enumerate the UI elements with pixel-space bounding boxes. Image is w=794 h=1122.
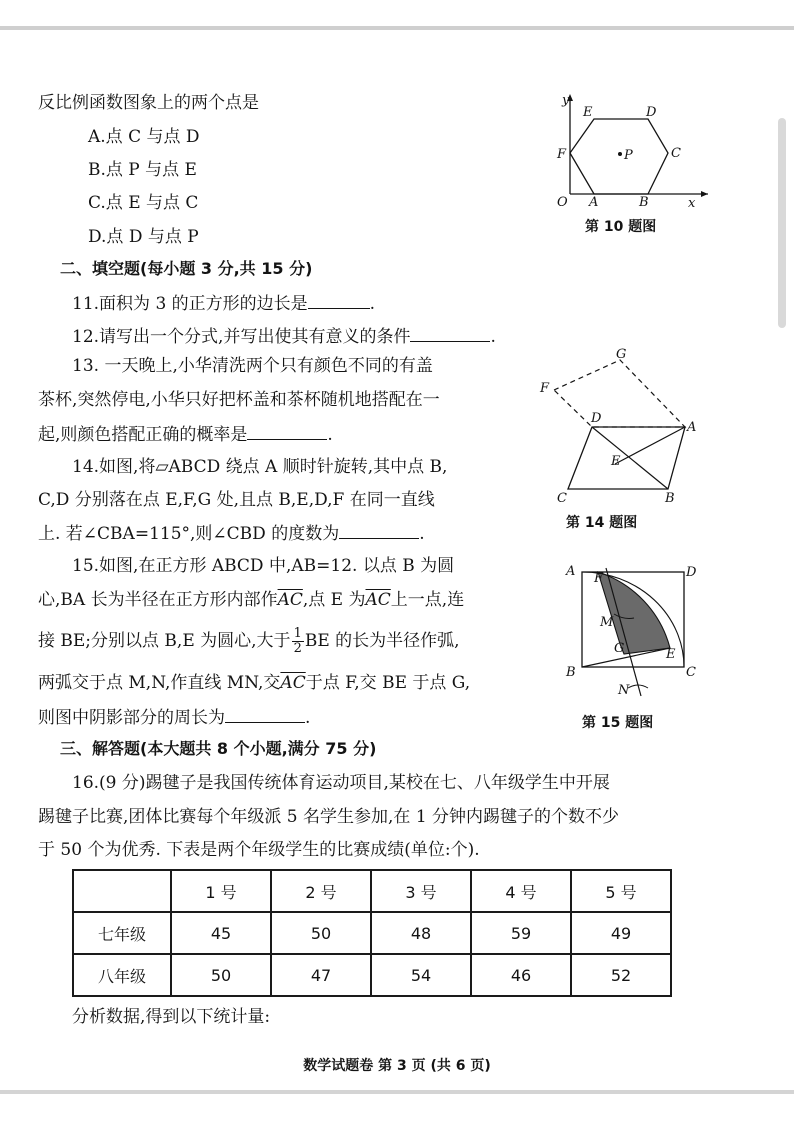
q16-after-table: 分析数据,得到以下统计量:: [72, 1007, 271, 1027]
q13-line3-text: 起,则颜色搭配正确的概率是: [38, 425, 248, 445]
q15-line4: [38, 672, 470, 694]
label-y: y: [562, 93, 570, 108]
scrollbar[interactable]: [778, 118, 786, 328]
q15-arc-ac-2: $\overline{AC}$: [365, 590, 391, 610]
q15-arc-ac-3: $\overline{AC}$: [280, 673, 306, 693]
label-f: F: [594, 571, 604, 586]
table-header-cell: 1 号: [171, 870, 271, 912]
q14-line3: 上. 若∠CBA=115°,则∠CBD 的度数为 .: [38, 524, 425, 544]
table-cell: 50: [271, 912, 371, 954]
label-m: M: [600, 615, 614, 630]
q14-line3-text: 上. 若∠CBA=115°,则∠CBD 的度数为: [38, 524, 340, 544]
q11-blank[interactable]: [308, 292, 370, 309]
q15-fraction: [292, 627, 304, 656]
label-e: E: [583, 105, 593, 120]
q10-option-c: C.点 E 与点 C: [88, 193, 199, 213]
table-header-row: [73, 870, 671, 912]
table-cell: 59: [471, 912, 571, 954]
table-row-label: 八年级: [73, 954, 171, 996]
q15-line2: [38, 589, 464, 611]
label-b: B: [665, 491, 675, 506]
label-c: C: [557, 491, 567, 506]
q14-caption: 第 14 题图: [566, 515, 638, 531]
q15-line2-c: 上一点,连: [390, 590, 465, 610]
q14-figure: [535, 346, 705, 506]
q15-line2-a: 心,BA 长为半径在正方形内部作: [38, 590, 278, 610]
q15-line4-b: 于点 F,交 BE 于点 G,: [305, 673, 471, 693]
q15-line3: [38, 627, 460, 656]
q15-arc-ac-1: $\overline{AC}$: [277, 590, 303, 610]
fraction-denominator: 2: [293, 641, 302, 656]
label-d: D: [686, 565, 697, 580]
x-arrow-icon: [701, 191, 708, 197]
q10-option-a: A.点 C 与点 D: [88, 127, 200, 147]
table-cell: 52: [571, 954, 671, 996]
table-header-cell: 5 号: [571, 870, 671, 912]
q12-text: 12.请写出一个分式,并写出使其有意义的条件: [72, 327, 411, 347]
q10-figure: [540, 86, 720, 216]
table-header-cell: [73, 870, 171, 912]
q15-line3-b: BE 的长为半径作弧,: [304, 631, 460, 651]
table-row: [73, 912, 671, 954]
q14-blank[interactable]: [339, 522, 419, 539]
q12: 12.请写出一个分式,并写出使其有意义的条件 .: [72, 327, 496, 347]
label-b: B: [566, 665, 576, 680]
label-g: G: [614, 641, 625, 656]
label-n: N: [618, 683, 630, 698]
table-cell: 50: [171, 954, 271, 996]
table-row: [73, 954, 671, 996]
diagonal-bd: [592, 427, 668, 489]
table-cell: 46: [471, 954, 571, 996]
label-a: A: [566, 564, 576, 579]
q10-caption: 第 10 题图: [585, 219, 657, 235]
q10-stem-tail: 反比例函数图象上的两个点是: [38, 93, 259, 113]
q15-line3-a: 接 BE;分别以点 B,E 为圆心,大于: [38, 631, 291, 651]
section2-title: 二、填空题(每小题 3 分,共 15 分): [60, 259, 313, 278]
q14-line1: 14.如图,将▱ABCD 绕点 A 顺时针旋转,其中点 B,: [72, 457, 448, 477]
label-p: P: [624, 148, 633, 163]
shaded-region: [598, 572, 670, 654]
q13-line1: 13. 一天晚上,小华清洗两个只有颜色不同的有盖: [72, 356, 433, 376]
label-e: E: [666, 647, 676, 662]
q15-line4-a: 两弧交于点 M,N,作直线 MN,交: [38, 673, 281, 693]
q15-figure: [562, 560, 702, 710]
q13-line3: 起,则颜色搭配正确的概率是 .: [38, 425, 333, 445]
label-x: x: [688, 196, 696, 211]
q13-blank[interactable]: [247, 423, 327, 440]
label-f: F: [557, 147, 567, 162]
q13-line2: 茶杯,突然停电,小华只好把杯盖和茶杯随机地搭配在一: [38, 390, 440, 410]
label-d: D: [646, 105, 657, 120]
table-header-cell: 2 号: [271, 870, 371, 912]
q15-line2-b: ,点 E 为: [302, 590, 366, 610]
q16-line1: 16.(9 分)踢毽子是我国传统体育运动项目,某校在七、八年级学生中开展: [72, 773, 610, 793]
label-a: A: [589, 195, 599, 210]
q12-blank[interactable]: [410, 325, 490, 342]
bottom-border: [0, 1090, 794, 1094]
label-d: D: [591, 411, 602, 426]
label-f: F: [540, 381, 550, 396]
table-row-label: 七年级: [73, 912, 171, 954]
q16-line2: 踢毽子比赛,团体比赛每个年级派 5 名学生参加,在 1 分钟内踢毽子的个数不少: [38, 807, 620, 827]
section3-title: 三、解答题(本大题共 8 个小题,满分 75 分): [60, 739, 377, 758]
q15-blank[interactable]: [225, 706, 305, 723]
hexagon: [570, 119, 668, 194]
label-c: C: [671, 146, 681, 161]
table-cell: 47: [271, 954, 371, 996]
top-border: [0, 26, 794, 30]
segment-ae: [615, 427, 685, 464]
q15-line5-text: 则图中阴影部分的周长为: [38, 708, 225, 728]
table-header-cell: 3 号: [371, 870, 471, 912]
fraction-numerator: 1: [293, 626, 302, 641]
q10-option-d: D.点 D 与点 P: [88, 227, 199, 247]
table-header-cell: 4 号: [471, 870, 571, 912]
q16-line3: 于 50 个为优秀. 下表是两个年级学生的比赛成绩(单位:个).: [38, 840, 480, 860]
table-cell: 54: [371, 954, 471, 996]
label-c: C: [686, 665, 696, 680]
table-cell: 45: [171, 912, 271, 954]
label-o: O: [557, 195, 568, 210]
label-g: G: [616, 347, 627, 362]
point-p-dot: [618, 152, 622, 156]
page-footer: 数学试题卷 第 3 页 (共 6 页): [303, 1058, 491, 1074]
q14-line2: C,D 分别落在点 E,F,G 处,且点 B,E,D,F 在同一直线: [38, 490, 435, 510]
q15-line5: 则图中阴影部分的周长为 .: [38, 708, 311, 728]
label-b: B: [639, 195, 649, 210]
label-e: E: [611, 454, 621, 469]
q15-caption: 第 15 题图: [582, 715, 654, 731]
table-cell: 49: [571, 912, 671, 954]
q11-text: 11.面积为 3 的正方形的边长是: [72, 294, 308, 314]
q11: 11.面积为 3 的正方形的边长是 .: [72, 294, 376, 314]
table-cell: 48: [371, 912, 471, 954]
score-table: [72, 869, 672, 997]
q15-line1: 15.如图,在正方形 ABCD 中,AB=12. 以点 B 为圆: [72, 556, 455, 576]
rotated-parallelogram: [554, 360, 685, 427]
q10-option-b: B.点 P 与点 E: [88, 160, 197, 180]
label-a: A: [687, 420, 697, 435]
